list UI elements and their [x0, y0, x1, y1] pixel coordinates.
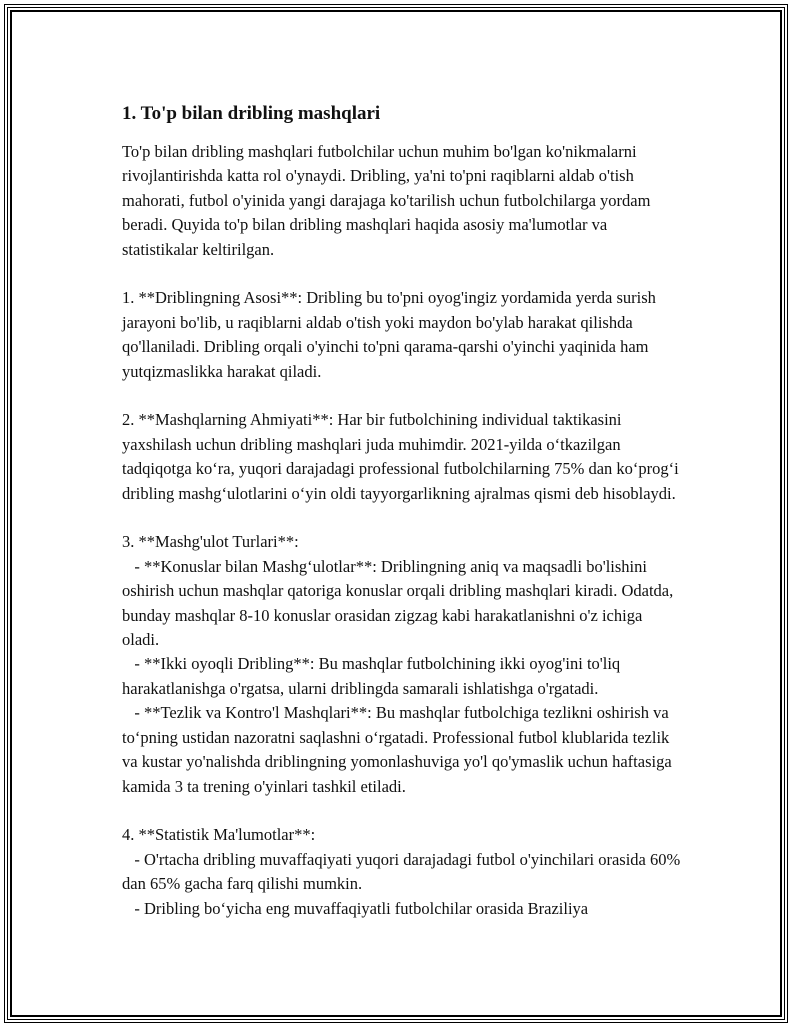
- section-dribbling-basics: 1. **Driblingning Asosi**: Dribling bu to'pni oyog'ingiz yordamida yerda surish jarayoni bo'lib, u raqiblarni aldab o'tish yoki maydon bo'ylab harakat qilishda qo'llaniladi. Dribling orqali o'yinchi to'pni qarama-qarshi o'yinchi yaqinida ham yutqizmaslikka harakat qiladi.: [122, 288, 661, 381]
- document-title: 1. To'p bilan dribling mashqlari: [122, 103, 381, 124]
- section-statistics: 4. **Statistik Ma'lumotlar**: - O'rtacha dribling muvaffaqiyati yuqori darajadagi futbol o'yinchilari orasida 60% dan 65% gacha farq qilishi mumkin. - Dribling bo‘yicha eng muvaffaqiyatli futbolchilar orasida Braziliya: [122, 825, 681, 918]
- intro-paragraph: To'p bilan dribling mashqlari futbolchilar uchun muhim bo'lgan ko'nikmalarni rivojlantirishda katta rol o'ynaydi. Dribling, ya'ni to'pni raqiblarni aldab o'tish mahorati, futbol o'yinida yangi darajaga ko'tarilish uchun futbolchilarga yordam beradi. Quyida to'p bilan dribling mashqlari haqida asosiy ma'lumotlar va statistikalar keltirilgan.: [122, 142, 655, 259]
- document-content: [122, 100, 682, 921]
- document-page: [4, 4, 788, 1023]
- section-training-types: 3. **Mashg'ulot Turlari**: - **Konuslar bilan Mashg‘ulotlar**: Driblingning aniq va maqsadli bo'lishini oshirish uchun mashqlar qatoriga konuslar orqali dribling mashqlari kiradi. Odatda, bunday mashqlar 8-10 konuslar orasidan zigzag kabi harakatlanishni o'z ichiga oladi. - **Ikki oyoqli Dribling**: Bu mashqlar futbolchining ikki oyog'ini to'liq harakatlanishga o'rgatsa, ularni driblingda samarali ishlatishga o'rgatadi. - **Tezlik va Kontro'l Mashqlari**: Bu mashqlar futbolchiga tezlikni oshirish va to‘pning ustidan nazoratni saqlashni o‘rgatadi. Professional futbol klublarida tezlik va kustar yo'nalishda driblingning yomonlashuviga yo'l qo'ymaslik uchun haftasiga kamida 3 ta trening o'yinlari tashkil etiladi.: [122, 532, 674, 796]
- section-exercise-importance: 2. **Mashqlarning Ahmiyati**: Har bir futbolchining individual taktikasini yaxshilash uchun dribling mashqlari juda muhimdir. 2021-yilda o‘tkazilgan tadqiqotga ko‘ra, yuqori darajadagi professional futbolchilarning 75% dan ko‘prog‘i dribling mashg‘ulotlarini o‘yin oldi tayyorgarlikning ajralmas qismi deb hisoblaydi.: [122, 410, 683, 503]
